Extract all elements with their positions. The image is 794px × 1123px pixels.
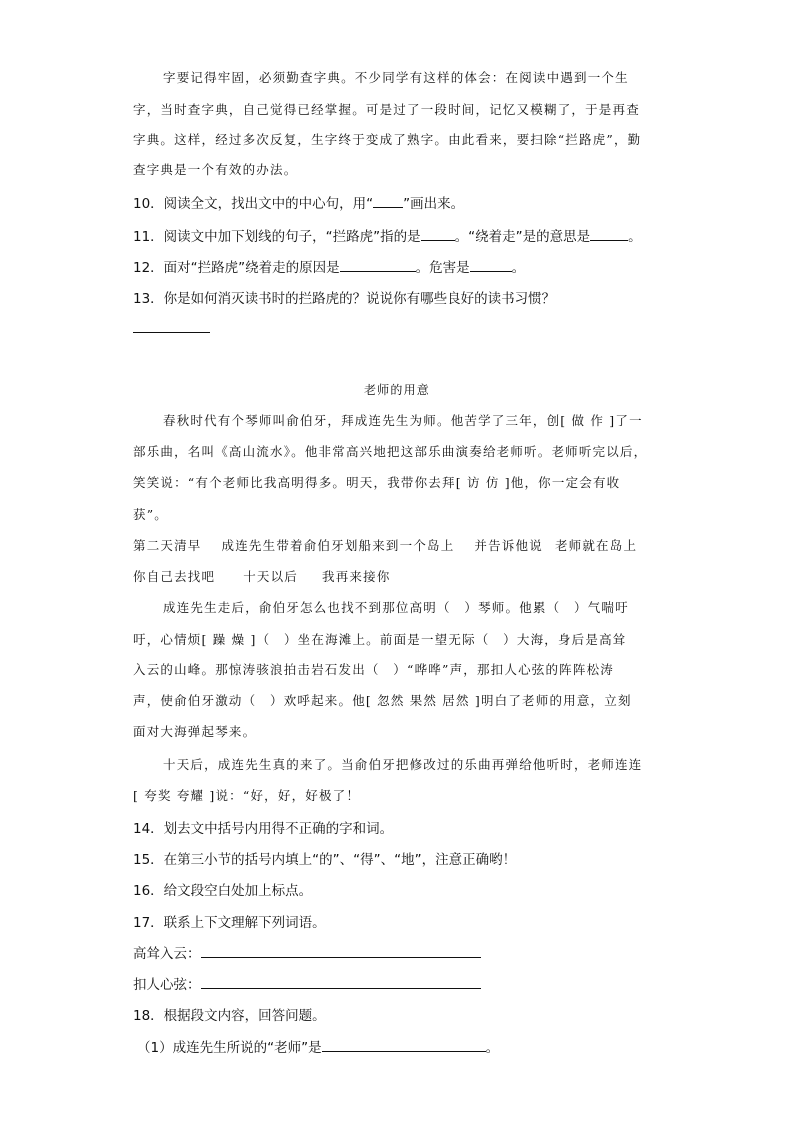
- answer-blank[interactable]: [322, 1037, 486, 1052]
- answer-blank[interactable]: [340, 257, 416, 272]
- passage-line: 声，使俞伯牙激动（ ）欢呼起来。他[ 忽然 果然 居然 ]明白了老师的用意，立刻: [133, 693, 632, 708]
- term-gaosong: 高耸入云：: [133, 942, 481, 962]
- passage-line: 字，当时查字典，自己觉得已经掌握。可是过了一段时间，记忆又模糊了，于是再查: [133, 102, 640, 117]
- answer-blank[interactable]: [470, 257, 512, 272]
- passage-line: 面对大海弹起琴来。: [133, 724, 257, 739]
- passage-title: 老师的用意: [363, 383, 430, 397]
- question-10: 10．阅读全文，找出文中的中心句，用“ ”画出来。: [133, 192, 464, 212]
- question-13: 13．你是如何消灭读书时的拦路虎的？说说你有哪些良好的读书习惯？: [133, 291, 556, 307]
- question-18: 18．根据段文内容，回答问题。: [133, 1008, 326, 1024]
- passage-line: 查字典是一个有效的办法。: [133, 162, 298, 177]
- question-18-1: （1）成连先生所说的“老师”是 。: [137, 1036, 499, 1056]
- passage-line: 第二天清早 成连先生带着俞伯牙划船来到一个岛上 并告诉他说 老师就在岛上: [133, 538, 638, 553]
- passage-line: 你自己去找吧 十天以后 我再来接你: [133, 569, 391, 584]
- answer-blank[interactable]: [201, 943, 481, 958]
- passage-line: 入云的山峰。那惊涛骇浪拍击岩石发出（ ）“哗哗”声，那扣人心弦的阵阵松涛: [133, 662, 614, 677]
- passage-line: 获”。: [133, 507, 168, 522]
- passage-line: 十天后，成连先生真的来了。当俞伯牙把修改过的乐曲再弹给他听时，老师连连: [163, 757, 643, 772]
- answer-blank[interactable]: [201, 974, 481, 989]
- question-11: 11．阅读文中加下划线的句子，“拦路虎”指的是 。“绕着走”是的意思是 。: [133, 225, 642, 245]
- passage-line: 笑笑说：“有个老师比我高明得多。明天，我带你去拜[ 访 仿 ]他，你一定会有收: [133, 475, 621, 490]
- passage-line: 字典。这样，经过多次反复，生字终于变成了熟字。由此看来，要扫除“拦路虎”，勤: [133, 132, 642, 147]
- question-15: 15．在第三小节的括号内填上“的”、“得”、“地”，注意正确哟！: [133, 852, 517, 868]
- passage-line: 春秋时代有个琴师叫俞伯牙，拜成连先生为师。他苦学了三年，创[ 做 作 ]了一: [163, 413, 643, 428]
- question-12: 12．面对“拦路虎”绕着走的原因是 。危害是 。: [133, 256, 525, 276]
- term-kouren: 扣人心弦：: [133, 973, 481, 993]
- passage-line: 字要记得牢固，必须勤查字典。不少同学有这样的体会：在阅读中遇到一个生: [163, 70, 629, 85]
- answer-blank[interactable]: [590, 226, 628, 241]
- passage-line: 吁，心情烦[ 躁 燥 ]（ ）坐在海滩上。前面是一望无际（ ）大海，身后是高耸: [133, 632, 627, 647]
- question-14: 14．划去文中括号内用得不正确的字和词。: [133, 821, 394, 837]
- answer-blank[interactable]: [133, 332, 210, 333]
- answer-blank[interactable]: [373, 193, 403, 208]
- question-17: 17．联系上下文理解下列词语。: [133, 915, 326, 931]
- passage-line: 部乐曲，名叫《高山流水》。他非常高兴地把这部乐曲演奏给老师听。老师听完以后，: [133, 444, 648, 459]
- passage-line: 成连先生走后，俞伯牙怎么也找不到那位高明（ ）琴师。他累（ ）气喘吁: [163, 600, 629, 615]
- passage-line: [ 夸奖 夸耀 ]说：“好，好，好极了！: [133, 788, 361, 803]
- question-16: 16．给文段空白处加上标点。: [133, 883, 313, 899]
- answer-blank[interactable]: [421, 226, 455, 241]
